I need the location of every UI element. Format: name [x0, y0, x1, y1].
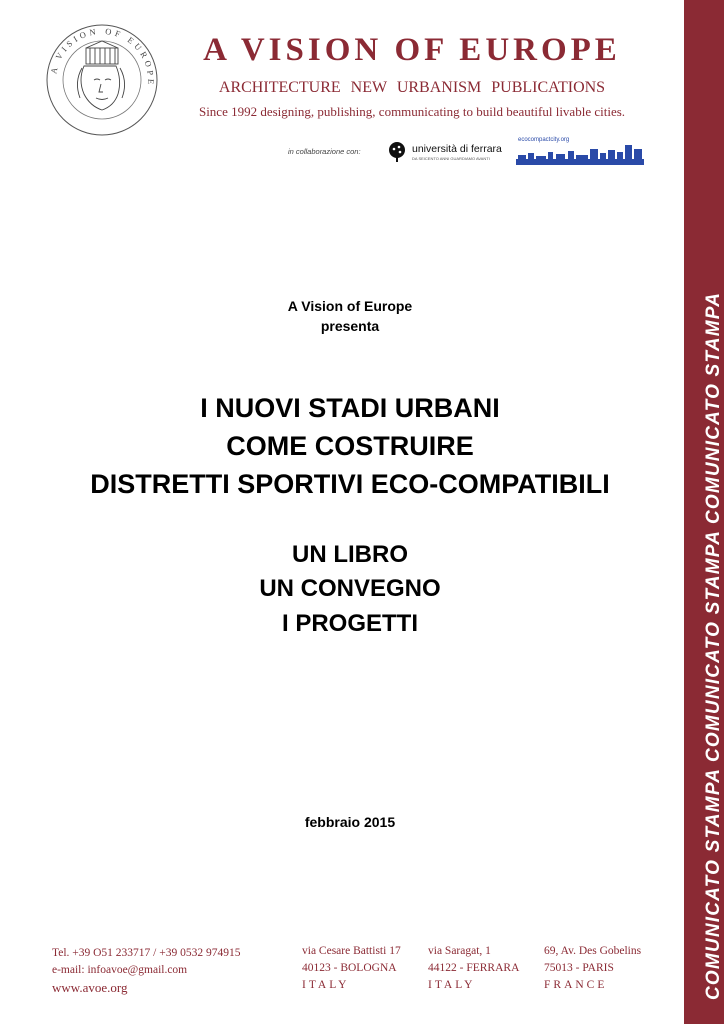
address-country: FRANCE: [544, 979, 608, 991]
partner-ecocompactcity-logo: [516, 137, 644, 165]
partner-unife-name: università di ferrara: [412, 143, 502, 155]
release-date: febbraio 2015: [304, 814, 396, 830]
collaboration-label: in collaborazione con:: [288, 147, 361, 156]
item-conference: UN CONVEGNO: [259, 575, 441, 602]
side-banner-text: COMUNICATO STAMPA COMUNICATO STAMPA COMUNICATO STAMPA: [703, 291, 724, 1000]
avoe-medallion-icon: [44, 22, 160, 138]
tree-icon: [386, 141, 408, 163]
footer-address-paris: [544, 943, 641, 994]
presenter-name: A Vision of Europe: [287, 298, 413, 314]
partner-unife-logo: [386, 141, 510, 165]
header-title: A VISION OF EUROPE: [203, 32, 621, 68]
address-city: 40123 - BOLOGNA: [302, 962, 397, 974]
address-city: 44122 - FERRARA: [428, 962, 520, 974]
footer-contact: [52, 945, 241, 996]
footer-address-bologna: [302, 943, 401, 994]
partner-unife-motto: DA SEICENTO ANNI GUARDIAMO AVANTI: [412, 156, 490, 161]
footer-email[interactable]: e-mail: infoavoe@gmail.com: [52, 964, 188, 976]
address-country: ITALY: [302, 979, 350, 991]
footer-phone: Tel. +39 O51 233717 / +39 0532 974915: [52, 947, 241, 959]
address-country: ITALY: [428, 979, 476, 991]
footer-address-ferrara: [428, 943, 519, 994]
header-tagline: Since 1992 designing, publishing, communicating to build beautiful livable cities.: [198, 104, 626, 119]
svg-text:A VISION OF EUROPE: A VISION OF EUROPE: [48, 25, 157, 88]
avoe-logo: [44, 22, 160, 138]
footer-website[interactable]: www.avoe.org: [52, 980, 128, 995]
headline-line-2: COME COSTRUIRE: [226, 431, 474, 461]
item-book: UN LIBRO: [292, 541, 408, 568]
header-subtitle: ARCHITECTURE NEW URBANISM PUBLICATIONS: [218, 79, 606, 96]
skyline-icon: [516, 143, 644, 165]
address-street: via Saragat, 1: [428, 945, 491, 957]
headline-line-1: I NUOVI STADI URBANI: [200, 393, 500, 423]
side-banner: [684, 0, 724, 1024]
headline-line-3: DISTRETTI SPORTIVI ECO-COMPATIBILI: [90, 469, 610, 499]
address-city: 75013 - PARIS: [544, 962, 614, 974]
address-street: 69, Av. Des Gobelins: [544, 945, 642, 957]
partner-ecocompactcity-url: ecocompactcity.org: [518, 137, 570, 143]
item-projects: I PROGETTI: [281, 610, 418, 637]
address-street: via Cesare Battisti 17: [302, 945, 401, 957]
presenter-verb: presenta: [320, 318, 380, 334]
